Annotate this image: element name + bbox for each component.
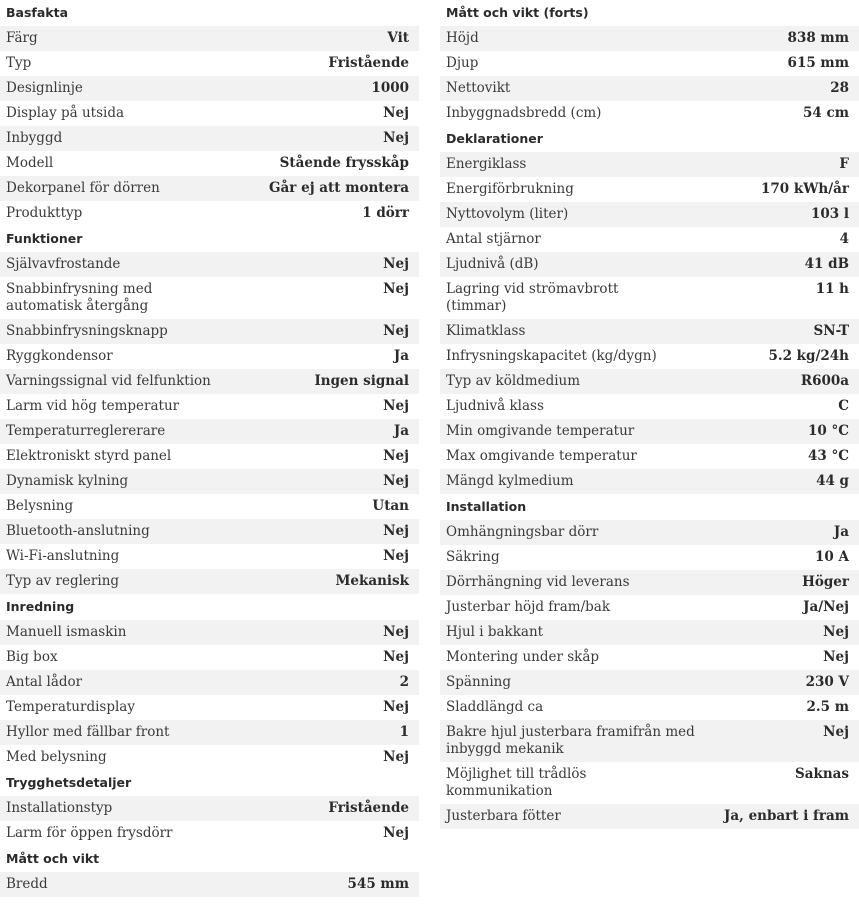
spec-row: [440, 545, 859, 570]
spec-value: Ingen signal: [314, 373, 409, 389]
spec-value: Nej: [383, 448, 409, 464]
spec-label: Inbyggnadsbredd (cm): [446, 105, 602, 121]
spec-row: [0, 670, 419, 695]
spec-row: [440, 152, 859, 177]
spec-value: Mekanisk: [335, 573, 409, 589]
spec-label: Dynamisk kylning: [6, 473, 129, 489]
spec-label: Ljudnivå (dB): [446, 256, 539, 272]
spec-value: Nej: [383, 130, 409, 146]
spec-row: [0, 469, 419, 494]
spec-label: Typ av köldmedium: [446, 373, 581, 389]
spec-label: Självavfrostande: [6, 256, 121, 272]
spec-value: Nej: [383, 323, 409, 339]
spec-section-funktioner: [0, 226, 419, 594]
spec-value: Ja: [393, 348, 409, 364]
spec-label: Snabbinfrysningsknapp: [6, 323, 168, 339]
spec-section-inredning: [0, 594, 419, 770]
spec-value: Nej: [823, 649, 849, 665]
spec-value: Går ej att montera: [269, 180, 409, 196]
spec-label: Montering under skåp: [446, 649, 600, 665]
spec-value: 838 mm: [787, 30, 849, 46]
spec-row: [440, 620, 859, 645]
spec-value: Nej: [383, 256, 409, 272]
spec-value: Nej: [383, 473, 409, 489]
spec-label: Antal stjärnor: [446, 231, 541, 247]
spec-row: [0, 695, 419, 720]
spec-label: Dörrhängning vid leverans: [446, 574, 630, 590]
spec-section-trygghetsdetaljer: [0, 770, 419, 846]
spec-label: Designlinje: [6, 80, 83, 96]
spec-label: Typ av reglering: [6, 573, 120, 589]
spec-row: [440, 277, 859, 319]
spec-row: [440, 319, 859, 344]
spec-row: [440, 344, 859, 369]
spec-row: [0, 101, 419, 126]
spec-value: 41 dB: [804, 256, 849, 272]
spec-row: [440, 419, 859, 444]
spec-row: [0, 444, 419, 469]
spec-row: [0, 126, 419, 151]
spec-row: [0, 544, 419, 569]
spec-row: [0, 277, 419, 319]
spec-label: Med belysning: [6, 749, 107, 765]
spec-label: Temperaturdisplay: [6, 699, 135, 715]
spec-row: [0, 394, 419, 419]
section-title: Installation: [446, 499, 527, 514]
spec-row: [0, 720, 419, 745]
spec-row: [0, 252, 419, 277]
spec-row: [0, 569, 419, 594]
spec-label: Energiförbrukning: [446, 181, 574, 197]
spec-row: [0, 369, 419, 394]
spec-column-left: [0, 0, 419, 897]
spec-label: Hjul i bakkant: [446, 624, 544, 640]
spec-row: [440, 469, 859, 494]
spec-row: [440, 762, 859, 804]
spec-row: [0, 745, 419, 770]
spec-column-right: [440, 0, 859, 829]
spec-label: Manuell ismaskin: [6, 624, 127, 640]
spec-label: Bakre hjul justerbara framifrån med inbyggd mekanik: [446, 724, 695, 757]
spec-label: Justerbara fötter: [446, 808, 561, 824]
spec-section-matt-och-vikt-forts: [440, 0, 859, 126]
spec-value: 230 V: [805, 674, 849, 690]
section-title: Deklarationer: [446, 131, 543, 146]
section-title: Funktioner: [6, 231, 83, 246]
spec-label: Ryggkondensor: [6, 348, 113, 364]
spec-value: 5.2 kg/24h: [768, 348, 849, 364]
spec-label: Antal lådor: [6, 674, 83, 690]
spec-row: [0, 872, 419, 897]
spec-value: Fristående: [328, 800, 409, 816]
spec-row: [440, 252, 859, 277]
spec-section-matt-och-vikt: [0, 846, 419, 897]
spec-value: Stående frysskåp: [279, 155, 409, 171]
spec-value: Nej: [383, 523, 409, 539]
spec-label: Larm för öppen frysdörr: [6, 825, 173, 841]
spec-label: Big box: [6, 649, 58, 665]
spec-label: Produkttyp: [6, 205, 83, 221]
spec-label: Mängd kylmedium: [446, 473, 574, 489]
spec-row: [440, 695, 859, 720]
section-title: Mått och vikt (forts): [446, 5, 589, 20]
spec-row: [0, 419, 419, 444]
spec-label: Larm vid hög temperatur: [6, 398, 180, 414]
spec-label: Modell: [6, 155, 54, 171]
spec-row: [440, 202, 859, 227]
spec-label: Max omgivande temperatur: [446, 448, 637, 464]
spec-row: [0, 519, 419, 544]
spec-value: Nej: [383, 398, 409, 414]
spec-label: Bluetooth-anslutning: [6, 523, 150, 539]
spec-row: [440, 76, 859, 101]
spec-row: [0, 645, 419, 670]
spec-value: Nej: [383, 825, 409, 841]
spec-label: Dekorpanel för dörren: [6, 180, 160, 196]
spec-value: 28: [830, 80, 849, 96]
spec-section-basfakta: [0, 0, 419, 226]
spec-value: Nej: [383, 699, 409, 715]
spec-row: [440, 26, 859, 51]
spec-value: 10 A: [815, 549, 849, 565]
spec-row: [440, 177, 859, 202]
spec-row: [440, 720, 859, 762]
spec-label: Färg: [6, 30, 38, 46]
spec-section-deklarationer: [440, 126, 859, 494]
spec-row: [440, 227, 859, 252]
spec-row: [0, 76, 419, 101]
spec-row: [0, 151, 419, 176]
spec-label: Varningssignal vid felfunktion: [6, 373, 211, 389]
spec-label: Justerbar höjd fram/bak: [446, 599, 610, 615]
spec-label: Sladdlängd ca: [446, 699, 544, 715]
spec-row: [440, 369, 859, 394]
spec-label: Typ: [6, 55, 32, 71]
section-title: Mått och vikt: [6, 851, 100, 866]
spec-value: C: [838, 398, 849, 414]
spec-label: Säkring: [446, 549, 500, 565]
spec-row: [440, 570, 859, 595]
spec-label: Temperaturreglererare: [6, 423, 166, 439]
spec-value: 10 °C: [808, 423, 849, 439]
spec-label: Lagring vid strömavbrott (timmar): [446, 281, 619, 314]
spec-value: Ja, enbart i fram: [724, 808, 849, 824]
spec-value: 103 l: [810, 206, 849, 222]
spec-row: [440, 804, 859, 829]
spec-label: Wi-Fi-anslutning: [6, 548, 120, 564]
spec-value: Utan: [372, 498, 409, 514]
spec-row: [440, 520, 859, 545]
spec-value: Nej: [383, 649, 409, 665]
spec-value: Vit: [387, 30, 409, 46]
spec-label: Belysning: [6, 498, 74, 514]
spec-value: Nej: [383, 548, 409, 564]
spec-value: 44 g: [816, 473, 849, 489]
spec-row: [440, 645, 859, 670]
spec-value: 545 mm: [347, 876, 409, 892]
spec-value: 615 mm: [787, 55, 849, 71]
spec-label: Infrysningskapacitet (kg/dygn): [446, 348, 657, 364]
spec-value: Höger: [802, 574, 849, 590]
spec-row: [0, 494, 419, 519]
spec-label: Inbyggd: [6, 130, 63, 146]
spec-value: 54 cm: [803, 105, 849, 121]
spec-value: 43 °C: [808, 448, 849, 464]
section-title: Inredning: [6, 599, 75, 614]
spec-value: R600a: [800, 373, 849, 389]
spec-section-installation: [440, 494, 859, 829]
spec-label: Omhängningsbar dörr: [446, 524, 599, 540]
spec-label: Nyttovolym (liter): [446, 206, 569, 222]
spec-value: Nej: [823, 624, 849, 640]
spec-value: Ja/Nej: [803, 599, 849, 615]
spec-value: 2: [399, 674, 409, 690]
spec-value: 4: [839, 231, 849, 247]
spec-value: 1000: [371, 80, 409, 96]
spec-value: Ja: [393, 423, 409, 439]
spec-label: Möjlighet till trådlös kommunikation: [446, 766, 587, 799]
spec-label: Energiklass: [446, 156, 527, 172]
spec-value: 170 kWh/år: [760, 181, 849, 197]
spec-label: Bredd: [6, 876, 48, 892]
spec-row: [0, 796, 419, 821]
spec-value: 1: [399, 724, 409, 740]
spec-value: Saknas: [794, 766, 849, 782]
spec-value: Nej: [823, 724, 849, 740]
spec-value: Fristående: [328, 55, 409, 71]
spec-row: [0, 620, 419, 645]
spec-label: Min omgivande temperatur: [446, 423, 635, 439]
spec-label: Ljudnivå klass: [446, 398, 544, 414]
spec-row: [440, 51, 859, 76]
spec-label: Djup: [446, 55, 479, 71]
spec-row: [0, 344, 419, 369]
spec-label: Spänning: [446, 674, 511, 690]
spec-label: Elektroniskt styrd panel: [6, 448, 172, 464]
spec-row: [440, 101, 859, 126]
spec-value: Nej: [383, 624, 409, 640]
section-title: Basfakta: [6, 5, 68, 20]
spec-value: F: [839, 156, 849, 172]
spec-label: Snabbinfrysning med automatisk återgång: [6, 281, 153, 314]
spec-value: SN-T: [813, 323, 849, 339]
spec-label: Nettovikt: [446, 80, 511, 96]
spec-label: Klimatklass: [446, 323, 526, 339]
spec-row: [0, 201, 419, 226]
spec-label: Hyllor med fällbar front: [6, 724, 170, 740]
spec-row: [440, 394, 859, 419]
spec-value: Nej: [383, 749, 409, 765]
spec-value: Nej: [383, 281, 409, 297]
spec-value: Nej: [383, 105, 409, 121]
spec-label: Höjd: [446, 30, 479, 46]
spec-row: [440, 595, 859, 620]
spec-row: [0, 26, 419, 51]
spec-row: [0, 176, 419, 201]
spec-row: [0, 319, 419, 344]
spec-value: 1 dörr: [362, 205, 409, 221]
spec-row: [0, 821, 419, 846]
spec-label: Display på utsida: [6, 105, 125, 121]
section-title: Trygghetsdetaljer: [6, 775, 132, 790]
spec-row: [440, 444, 859, 469]
spec-value: Ja: [833, 524, 849, 540]
spec-value: 11 h: [815, 281, 849, 297]
spec-label: Installationstyp: [6, 800, 113, 816]
spec-row: [0, 51, 419, 76]
spec-value: 2.5 m: [806, 699, 849, 715]
spec-row: [440, 670, 859, 695]
